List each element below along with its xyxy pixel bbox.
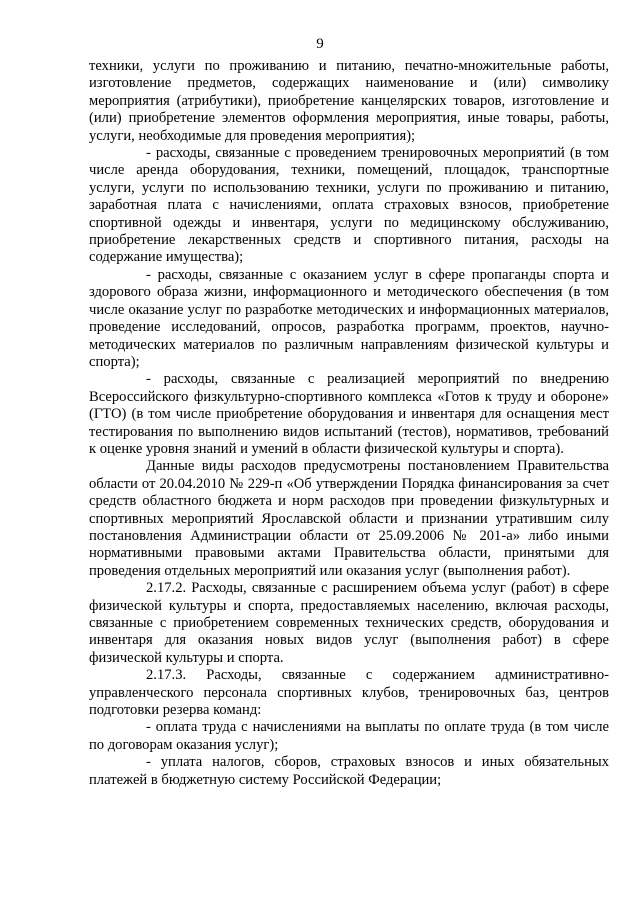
- paragraph-2-17-3: 2.17.3. Расходы, связанные с содержанием административно-управленческого персонала спортивных клубов, тренировочных баз, центров подготовки резерва команд:: [89, 667, 609, 719]
- paragraph-continuation: техники, услуги по проживанию и питанию, печатно-множительные работы, изготовление предметов, содержащих наименование и (или) символику мероприятия (атрибутики), приобретение канцелярских товаров, изготовление и (или) приобретение элементов оформления мероприятия, иные товары, работы, услуги, необходимые для проведения мероприятия);: [89, 58, 609, 144]
- paragraph-training-expenses: - расходы, связанные с проведением тренировочных мероприятий (в том числе аренда оборудования, техники, помещений, площадок, транспортные услуги, услуги по использованию техники, услуги по проживанию и питанию, заработная плата с начислениями, оплата страховых взносов, приобретение спортивной одежды и инвентаря, услуги по медицинскому обслуживанию, приобретение лекарственных средств и спортивного питания, расходы на содержание имущества);: [89, 145, 609, 266]
- document-body: [89, 58, 609, 789]
- paragraph-gto-expenses: - расходы, связанные с реализацией мероприятий по внедрению Всероссийского физкультурно-спортивного комплекса «Готов к труду и обороне» (ГТО) (в том числе приобретение оборудования и инвентаря для оснащения мест тестирования по выполнению видов испытаний (тестов), нормативов, требований к оценке уровня знаний и умений в области физической культуры и спорта).: [89, 371, 609, 457]
- paragraph-taxes: - уплата налогов, сборов, страховых взносов и иных обязательных платежей в бюджетную систему Российской Федерации;: [89, 754, 609, 788]
- paragraph-salary: - оплата труда с начислениями на выплаты по оплате труда (в том числе по договорам оказания услуг);: [89, 719, 609, 753]
- page-number: 9: [316, 36, 324, 52]
- paragraph-regulation-reference: Данные виды расходов предусмотрены постановлением Правительства области от 20.04.2010 № 229-п «Об утверждении Порядка финансирования за счет средств областного бюджета и норм расходов при проведении физкультурных и спортивных мероприятий Ярославской области и признании утратившим силу постановления Администрации области от 25.09.2006 № 201-а» либо иными нормативными правовыми актами Правительства области, принятыми для проведения отдельных мероприятий или оказания услуг (выполнения работ).: [89, 458, 609, 579]
- paragraph-2-17-2: 2.17.2. Расходы, связанные с расширением объема услуг (работ) в сфере физической культуры и спорта, предоставляемых населению, включая расходы, связанные с приобретением современных технических средств, оборудования и инвентаря для оказания новых видов услуг (выполнения работ) в сфере физической культуры и спорта.: [89, 580, 609, 666]
- paragraph-propaganda-expenses: - расходы, связанные с оказанием услуг в сфере пропаганды спорта и здорового образа жизни, информационного и методического обеспечения (в том числе оказание услуг по разработке методических и информационных материалов, проведение исследований, опросов, разработка программ, проектов, научно-методических материалов по различным направлениям физической культуры и спорта);: [89, 266, 609, 370]
